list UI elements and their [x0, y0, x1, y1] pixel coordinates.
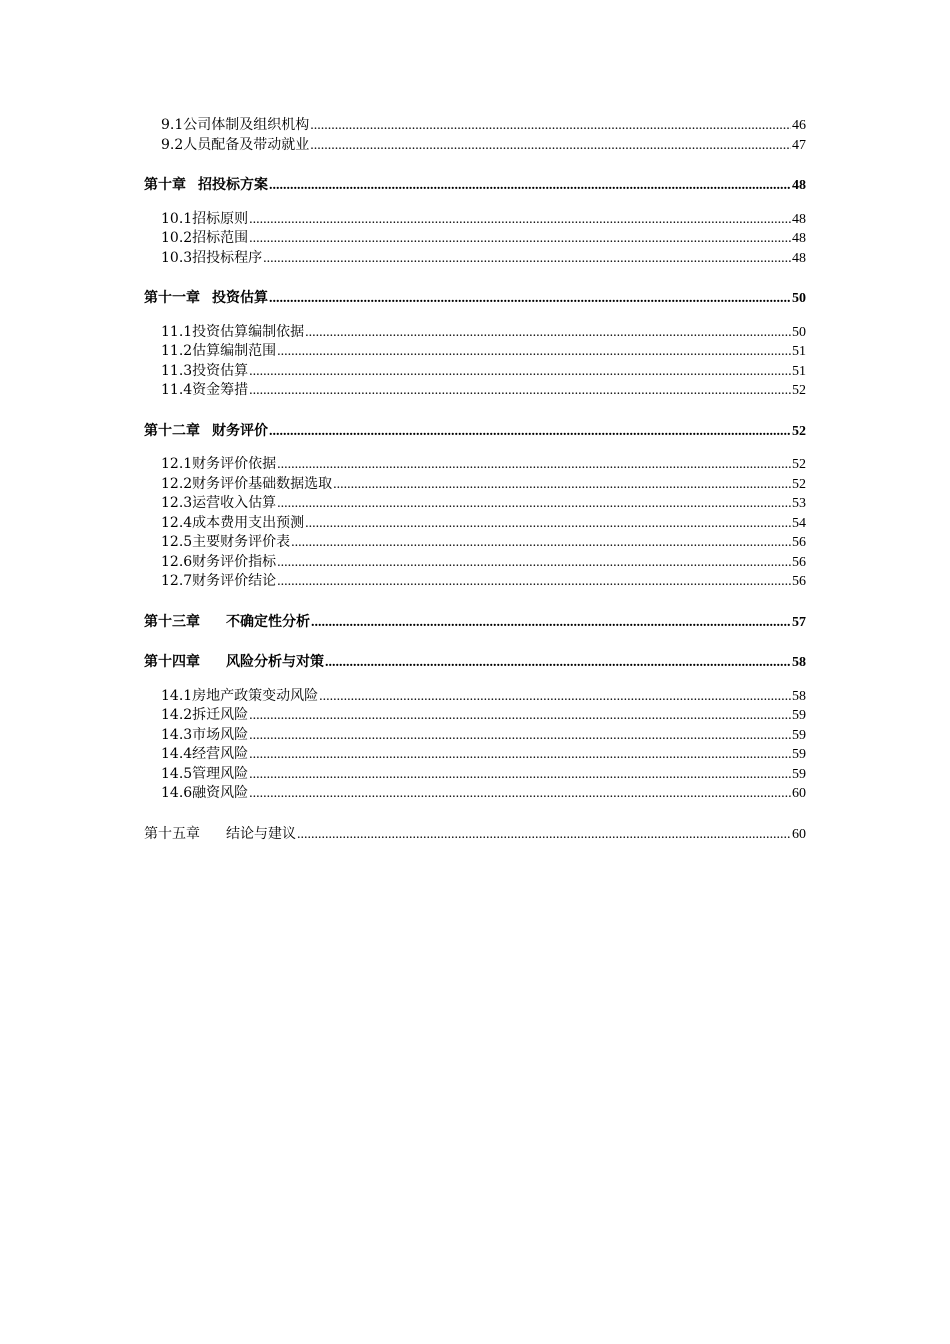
- toc-leader-dots: [269, 422, 791, 442]
- toc-entry-label: 市场风险: [192, 726, 249, 743]
- toc-entry-title: [161, 116, 309, 136]
- toc-page-number: 48: [792, 231, 806, 246]
- toc-entry-label: 招标范围: [192, 230, 249, 246]
- toc-chapter-entry[interactable]: [144, 613, 806, 633]
- toc-section-entry[interactable]: [144, 553, 806, 573]
- toc-leader-dots: [249, 229, 791, 249]
- toc-entry-label: 财务评价基础数据选取: [192, 475, 333, 492]
- toc-leader-dots: [249, 726, 791, 746]
- toc-entry-number: 12.1: [161, 456, 193, 472]
- toc-leader-dots: [249, 706, 791, 726]
- toc-section-entry[interactable]: [144, 514, 806, 534]
- toc-leader-dots: [277, 455, 791, 475]
- toc-entry-title: [161, 745, 248, 765]
- toc-page-number: 60: [792, 826, 806, 842]
- toc-entry-title: [161, 362, 248, 382]
- toc-page-number: 56: [792, 574, 806, 589]
- toc-entry-label: 公司体制及组织机构: [183, 117, 310, 133]
- toc-section-entry[interactable]: [144, 136, 806, 156]
- toc-entry-label: 投资估算: [212, 290, 268, 306]
- toc-section-entry[interactable]: [144, 362, 806, 382]
- toc-page-number: 59: [792, 708, 806, 723]
- toc-page-number: 51: [792, 363, 806, 379]
- toc-entry-label: 投资估算编制依据: [192, 323, 305, 340]
- toc-entry-number: 12.6: [161, 553, 193, 570]
- toc-leader-dots: [277, 572, 791, 592]
- toc-spacer: [144, 309, 806, 323]
- toc-leader-dots: [277, 494, 791, 514]
- toc-leader-dots: [319, 687, 791, 707]
- toc-chapter-entry[interactable]: [144, 825, 806, 845]
- toc-leader-dots: [277, 553, 791, 573]
- toc-chapter-entry[interactable]: [144, 422, 806, 442]
- toc-page-number: 54: [792, 515, 806, 531]
- toc-section-entry[interactable]: [144, 475, 806, 495]
- toc-entry-title: [144, 289, 268, 309]
- toc-leader-dots: [310, 136, 791, 156]
- toc-section-entry[interactable]: [144, 765, 806, 785]
- toc-leader-dots: [291, 533, 791, 553]
- toc-page-number: 52: [792, 476, 806, 492]
- toc-entry-number: 11.1: [161, 323, 193, 340]
- toc-entry-title: [144, 653, 324, 673]
- toc-entry-title: [161, 475, 332, 495]
- toc-entry-label: 运营收入估算: [192, 495, 277, 511]
- toc-leader-dots: [269, 289, 791, 309]
- table-of-contents: [144, 116, 806, 858]
- toc-entry-title: [161, 136, 309, 156]
- toc-section-entry[interactable]: [144, 572, 806, 592]
- toc-leader-dots: [305, 514, 791, 534]
- toc-page-number: 58: [792, 688, 806, 704]
- toc-entry-label: 招标原则: [192, 210, 249, 227]
- toc-entry-title: [144, 422, 268, 442]
- toc-page-number: 47: [792, 137, 806, 153]
- toc-section-entry[interactable]: [144, 726, 806, 746]
- toc-spacer: [144, 592, 806, 613]
- toc-entry-title: [161, 342, 276, 362]
- toc-chapter-entry[interactable]: [144, 289, 806, 309]
- toc-leader-dots: [269, 176, 791, 196]
- toc-entry-title: [161, 210, 248, 230]
- toc-entry-number: 9.1: [161, 117, 184, 133]
- toc-entry-number: 第十三章: [144, 613, 200, 630]
- toc-entry-number: 第十二章: [144, 422, 200, 439]
- toc-spacer: [144, 441, 806, 455]
- toc-entry-number: 第十章: [144, 177, 186, 193]
- toc-entry-label: 管理风险: [192, 765, 249, 782]
- toc-entry-number: 14.3: [161, 726, 193, 743]
- toc-entry-label: 结论与建议: [226, 825, 296, 842]
- toc-spacer: [144, 632, 806, 653]
- toc-page-number: 56: [792, 554, 806, 570]
- toc-spacer: [144, 804, 806, 825]
- toc-entry-title: [161, 455, 276, 475]
- toc-entry-number: 12.7: [161, 573, 193, 589]
- toc-leader-dots: [249, 210, 791, 230]
- toc-entry-number: 11.3: [161, 362, 193, 379]
- toc-leader-dots: [325, 653, 791, 673]
- toc-page-number: 48: [792, 250, 806, 266]
- toc-entry-title: [161, 784, 248, 804]
- toc-entry-label: 拆迁风险: [192, 707, 249, 723]
- toc-section-entry[interactable]: [144, 706, 806, 726]
- toc-entry-title: [144, 176, 268, 196]
- toc-section-entry[interactable]: [144, 229, 806, 249]
- toc-page-number: 53: [792, 496, 806, 511]
- toc-section-entry[interactable]: [144, 784, 806, 804]
- toc-page-number: 52: [792, 423, 806, 439]
- toc-section-entry[interactable]: [144, 210, 806, 230]
- toc-section-entry[interactable]: [144, 687, 806, 707]
- toc-entry-label: 房地产政策变动风险: [192, 687, 319, 704]
- toc-page-number: 56: [792, 535, 806, 550]
- toc-entry-title: [161, 706, 248, 726]
- toc-leader-dots: [249, 381, 791, 401]
- toc-entry-number: 10.2: [161, 230, 193, 246]
- toc-page-number: 58: [792, 655, 806, 670]
- toc-page-number: 60: [792, 786, 806, 801]
- toc-page-number: 59: [792, 727, 806, 743]
- toc-entry-title: [161, 381, 248, 401]
- toc-entry-label: 融资风险: [192, 785, 249, 801]
- toc-section-entry[interactable]: [144, 745, 806, 765]
- toc-entry-number: 11.4: [161, 382, 193, 398]
- toc-spacer: [144, 401, 806, 422]
- toc-entry-number: 12.4: [161, 514, 193, 531]
- toc-entry-title: [161, 249, 262, 269]
- toc-section-entry[interactable]: [144, 533, 806, 553]
- toc-entry-label: 招投标方案: [198, 177, 268, 193]
- toc-entry-title: [161, 514, 304, 534]
- toc-page-number: 50: [792, 291, 806, 306]
- toc-entry-number: 14.4: [161, 746, 193, 762]
- toc-spacer: [144, 673, 806, 687]
- toc-entry-number: 14.2: [161, 707, 193, 723]
- toc-entry-number: 12.5: [161, 534, 193, 550]
- toc-entry-label: 财务评价结论: [192, 573, 277, 589]
- toc-page-number: 50: [792, 324, 806, 340]
- toc-chapter-entry[interactable]: [144, 653, 806, 673]
- toc-leader-dots: [263, 249, 791, 269]
- toc-entry-number: 14.1: [161, 687, 193, 704]
- toc-entry-label: 财务评价指标: [192, 553, 277, 570]
- toc-chapter-entry[interactable]: [144, 176, 806, 196]
- toc-entry-label: 主要财务评价表: [192, 534, 291, 550]
- toc-leader-dots: [310, 116, 791, 136]
- toc-entry-title: [161, 553, 276, 573]
- toc-page-number: 46: [792, 118, 806, 133]
- toc-entry-label: 财务评价依据: [192, 456, 277, 472]
- toc-leader-dots: [311, 613, 791, 633]
- toc-page-number: 48: [792, 211, 806, 227]
- toc-entry-number: 10.3: [161, 249, 193, 266]
- toc-entry-title: [161, 494, 276, 514]
- toc-leader-dots: [297, 825, 791, 845]
- toc-entry-title: [161, 572, 276, 592]
- toc-leader-dots: [249, 765, 791, 785]
- toc-entry-number: 14.6: [161, 785, 193, 801]
- toc-section-entry[interactable]: [144, 381, 806, 401]
- toc-entry-number: 11.2: [161, 343, 193, 359]
- toc-page-number: 52: [792, 457, 806, 472]
- toc-section-entry[interactable]: [144, 249, 806, 269]
- toc-page-number: 48: [792, 178, 806, 193]
- toc-entry-title: [161, 323, 304, 343]
- toc-page-number: 57: [792, 614, 806, 630]
- toc-leader-dots: [305, 323, 791, 343]
- toc-leader-dots: [333, 475, 791, 495]
- toc-entry-title: [161, 229, 248, 249]
- toc-entry-label: 经营风险: [192, 746, 249, 762]
- toc-spacer: [144, 196, 806, 210]
- toc-section-entry[interactable]: [144, 455, 806, 475]
- toc-spacer: [144, 155, 806, 176]
- toc-leader-dots: [277, 342, 791, 362]
- toc-section-entry[interactable]: [144, 342, 806, 362]
- toc-page-number: 52: [792, 383, 806, 398]
- toc-page-number: 59: [792, 766, 806, 782]
- toc-entry-label: 招投标程序: [192, 249, 263, 266]
- toc-entry-number: 14.5: [161, 765, 193, 782]
- toc-leader-dots: [249, 745, 791, 765]
- toc-page-number: 59: [792, 747, 806, 762]
- toc-entry-label: 成本费用支出预测: [192, 514, 305, 531]
- toc-entry-label: 财务评价: [212, 422, 268, 439]
- toc-entry-label: 估算编制范围: [192, 343, 277, 359]
- toc-section-entry[interactable]: [144, 116, 806, 136]
- toc-entry-title: [161, 687, 318, 707]
- toc-entry-number: 10.1: [161, 210, 193, 227]
- toc-entry-label: 资金筹措: [192, 382, 249, 398]
- toc-entry-number: 第十四章: [144, 654, 200, 670]
- toc-entry-label: 投资估算: [192, 362, 249, 379]
- toc-entry-number: 第十五章: [144, 825, 200, 842]
- toc-entry-label: 风险分析与对策: [226, 654, 324, 670]
- toc-entry-label: 不确定性分析: [226, 613, 310, 630]
- toc-entry-title: [161, 726, 248, 746]
- toc-entry-title: [161, 533, 290, 553]
- toc-entry-title: [161, 765, 248, 785]
- toc-entry-title: [144, 613, 310, 633]
- toc-entry-number: 9.2: [161, 136, 184, 153]
- toc-entry-number: 12.2: [161, 475, 193, 492]
- toc-entry-label: 人员配备及带动就业: [183, 136, 310, 153]
- toc-spacer: [144, 268, 806, 289]
- toc-leader-dots: [249, 362, 791, 382]
- toc-spacer: [144, 844, 806, 858]
- toc-section-entry[interactable]: [144, 323, 806, 343]
- toc-entry-title: [144, 825, 296, 845]
- toc-section-entry[interactable]: [144, 494, 806, 514]
- toc-entry-number: 第十一章: [144, 290, 200, 306]
- toc-leader-dots: [249, 784, 791, 804]
- toc-entry-number: 12.3: [161, 495, 193, 511]
- toc-page-number: 51: [792, 344, 806, 359]
